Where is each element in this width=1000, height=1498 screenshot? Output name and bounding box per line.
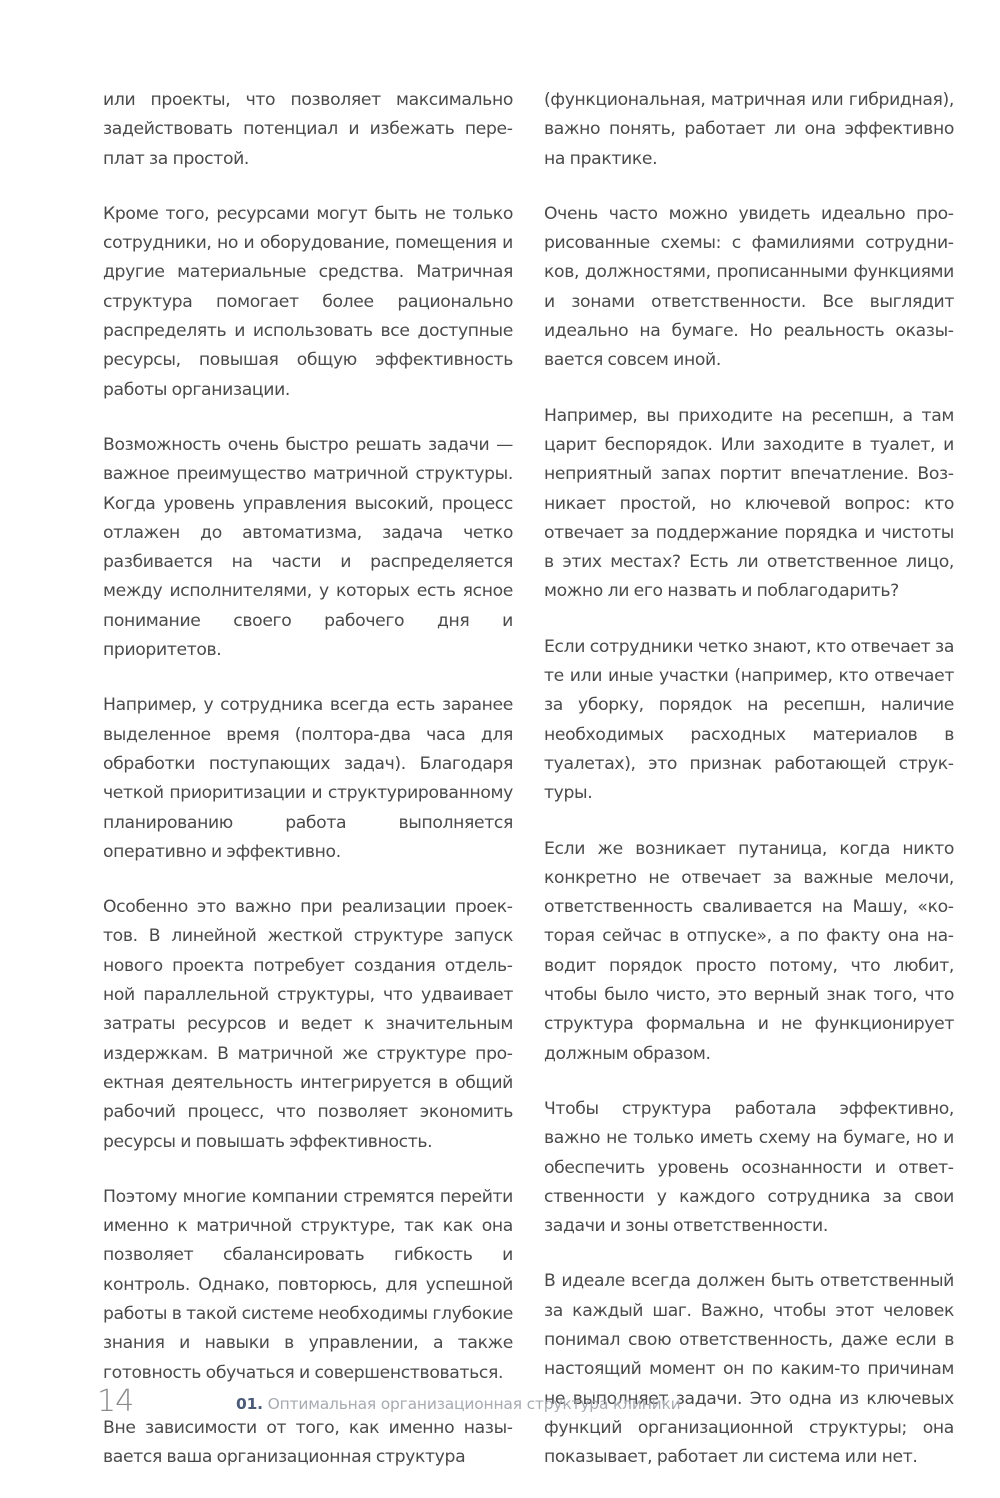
paragraph: Очень часто можно увидеть идеально прорисованные схемы: с фамилиями сотрудников, должностями, прописанными функциями и зонами ответственности. Все выглядит идеально на бумаге. Но реальность оказывается совсем иной.: [544, 203, 954, 371]
left-text-column: [103, 86, 513, 1498]
paragraph: или проекты, что позволяет максимально задействовать потенциал и избежать переплат за простой.: [103, 90, 513, 169]
paragraph: (функциональная, матричная или гибридная), важно понять, работает ли она эффективно на практике.: [544, 90, 954, 169]
page-footer: [97, 1384, 797, 1424]
paragraph: Вне зависимости от того, как именно называется ваша организационная структура: [103, 1417, 513, 1468]
paragraph: Если сотрудники четко знают, кто отвечает за те или иные участки (например, кто отвечает за уборку, порядок на ресепшн, наличие необходимых расходных материалов в туалетах), это признак работающей структуры.: [544, 636, 954, 804]
paragraph: Чтобы структура работала эффективно, важно не только иметь схему на бумаге, но и обеспечить уровень осознанности и ответственности у каждого сотрудника за свои задачи и зоны ответственности.: [544, 1098, 954, 1237]
paragraph: Например, у сотрудника всегда есть заранее выделенное время (полтора-два часа для обработки поступающих задач). Благодаря четкой приоритизации и структурированному планированию работа выполняется оперативно и эффективно.: [103, 695, 513, 862]
chapter-title: [236, 1395, 681, 1413]
page-number: 14: [97, 1384, 134, 1419]
right-text-column: [544, 86, 954, 1498]
chapter-title-text: Оптимальная организационная структура клиники: [262, 1395, 681, 1413]
paragraph: Если же возникает путаница, когда никто конкретно не отвечает за важные мелочи, ответственность сваливается на Машу, «которая сейчас в отпуске», а по факту она наводит порядок просто потому, что любит, чтобы было чисто, это верный знак того, что структура формальна и не функционирует должным образом.: [544, 838, 954, 1064]
paragraph: Особенно это важно при реализации проектов. В линейной жесткой структуре запуск нового проекта потребует создания отдельной параллельной структуры, что удваивает затраты ресурсов и ведет к значительным издержкам. В матричной же структуре проектная деятельность интегрируется в общий рабочий процесс, что позволяет экономить ресурсы и повышать эффективность.: [103, 897, 513, 1152]
paragraph: В идеале всегда должен быть ответственный за каждый шаг. Важно, чтобы этот человек понимал свою ответственность, даже если в настоящий момент он по каким-то причинам не выполняет задачи. Это одна из ключевых функций организационной структуры; она показывает, работает ли система или нет.: [544, 1271, 954, 1468]
paragraph: Поэтому многие компании стремятся перейти именно к матричной структуре, так как она позволяет сбалансировать гибкость и контроль. Однако, повторюсь, для успешной работы в такой системе необходимы глубокие знания и навыки в управлении, а также готовность обучаться и совершенствоваться.: [103, 1186, 513, 1383]
chapter-number: 01.: [236, 1395, 263, 1413]
paragraph: Кроме того, ресурсами могут быть не только сотрудники, но и оборудование, помещения и другие материальные средства. Матричная структура помогает более рационально распределять и использовать все доступные ресурсы, повышая общую эффективность работы организации.: [103, 203, 513, 400]
paragraph: Возможность очень быстро решать задачи — важное преимущество матричной структуры. Когда уровень управления высокий, процесс отлажен до автоматизма, задача четко разбивается на части и распределяется между исполнителями, у которых есть ясное понимание своего рабочего дня и приоритетов.: [103, 434, 513, 661]
paragraph: Например, вы приходите на ресепшн, а там царит беспорядок. Или заходите в туалет, и неприятный запах портит впечатление. Возникает простой, но ключевой вопрос: кто отвечает за поддержание порядка и чистоты в этих местах? Есть ли ответственное лицо, можно ли его назвать и поблагодарить?: [544, 405, 954, 602]
